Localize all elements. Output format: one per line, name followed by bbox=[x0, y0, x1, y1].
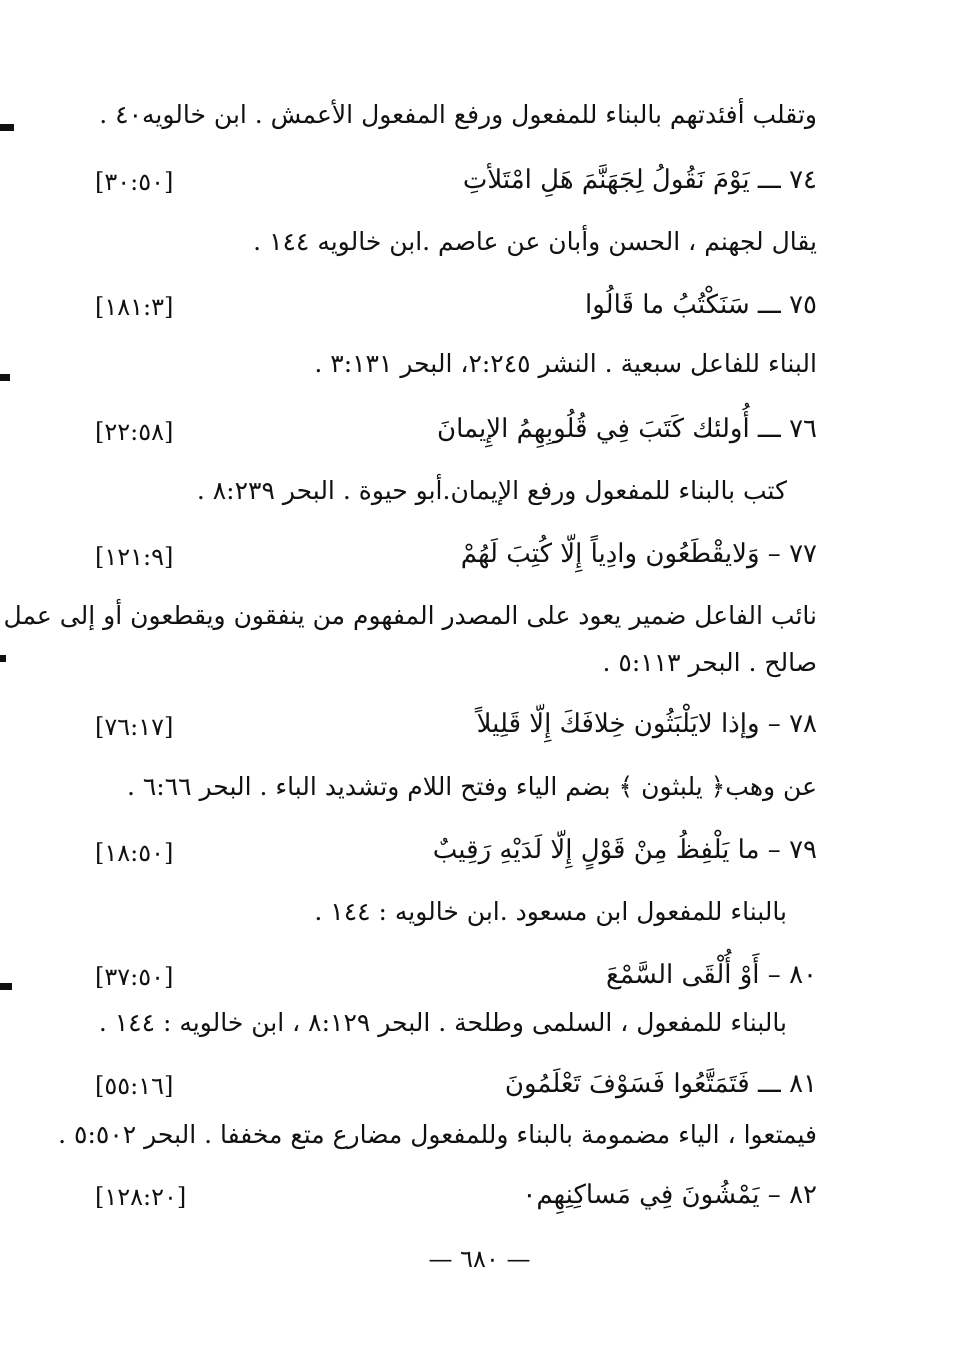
text-line: بالبناء للمفعول ، السلمى وطلحة . البحر ٨:١٢٩ ، ابن خالويه : ١٤٤ . bbox=[98, 1008, 787, 1037]
verse-line: ٨٠ – أَوْ أُلْقَى السَّمْعَ bbox=[606, 960, 817, 990]
text-line: وتقلب أفئدتهم بالبناء للمفعول ورفع المفعول الأعمش . ابن خالويه٤٠ . bbox=[99, 100, 817, 129]
verse-line: ٨١ ـــ فَتَمَتَّعُوا فَسَوْفَ تَعْلَمُونَ bbox=[504, 1069, 817, 1099]
text-line: صالح . البحر ٥:١١٣ . bbox=[602, 648, 817, 677]
verse-reference: [٣٧:٥٠] bbox=[95, 963, 174, 991]
text-line: كتب بالبناء للمفعول ورفع الإيمان.أبو حيوة . البحر ٨:٢٣٩ . bbox=[196, 476, 787, 505]
text-line: البناء للفاعل سبعية . النشر ٢:٢٤٥، البحر ٣:١٣١ . bbox=[314, 349, 817, 378]
scan-mark bbox=[0, 655, 6, 662]
text-line: فيمتعوا ، الياء مضمومة بالبناء وللمفعول مضارع متع مخففا . البحر ٥:٥٠٢ . bbox=[58, 1120, 817, 1149]
verse-line: ٨٢ – يَمْشُونَ فِي مَساكِنِهِم٠ bbox=[522, 1180, 817, 1210]
scan-mark bbox=[0, 124, 14, 131]
verse-line: ٧٤ ـــ يَوْمَ نَقُولُ لِجَهَنَّمَ هَلِ امْتَلأتِ bbox=[462, 165, 817, 195]
verse-line: ٧٨ – وإذا لايَلْبَثُون خِلافَكَ إِلّا قَلِيلاً bbox=[476, 709, 817, 739]
verse-reference: [١٢١:٩] bbox=[95, 543, 174, 571]
verse-line: ٧٩ – ما يَلْفِظُ مِنْ قَوْلٍ إِلّا لَدَيْهِ رَقِيبٌ bbox=[432, 835, 817, 865]
verse-reference: [١٢٨:٢٠] bbox=[95, 1183, 187, 1211]
text-line: عن وهب﴿ يلبثون ﴾ بضم الياء وفتح اللام وتشديد الباء . البحر ٦:٦٦ . bbox=[126, 772, 817, 801]
verse-reference: [٢٢:٥٨] bbox=[95, 418, 174, 446]
verse-line: ٧٥ ـــ سَنَكْتُبُ ما قَالُوا bbox=[585, 290, 817, 320]
scan-mark bbox=[0, 374, 10, 381]
scan-mark bbox=[0, 983, 12, 990]
verse-line: ٧٦ ـــ أُولئك كَتَبَ فِي قُلُوبِهِمُ الإِيمانَ bbox=[436, 414, 817, 444]
page-number: — ٦٨٠ — bbox=[428, 1245, 531, 1273]
text-line: نائب الفاعل ضمير يعود على المصدر المفهوم من ينفقون ويقطعون أو إلى عمل bbox=[3, 601, 817, 630]
verse-reference: [٥٥:١٦] bbox=[95, 1072, 174, 1100]
verse-reference: [٧٦:١٧] bbox=[95, 713, 174, 741]
verse-reference: [١٨:٥٠] bbox=[95, 839, 174, 867]
text-line: يقال لجهنم ، الحسن وأبان عن عاصم .ابن خالويه ١٤٤ . bbox=[253, 227, 817, 256]
verse-reference: [٣٠:٥٠] bbox=[95, 168, 174, 196]
text-line: بالبناء للمفعول ابن مسعود .ابن خالويه : ١٤٤ . bbox=[314, 897, 787, 926]
verse-reference: [١٨١:٣] bbox=[95, 293, 174, 321]
verse-line: ٧٧ – وَلايقْطَعُون وادِياً إِلّا كُتِبَ لَهُمْ bbox=[460, 539, 817, 569]
